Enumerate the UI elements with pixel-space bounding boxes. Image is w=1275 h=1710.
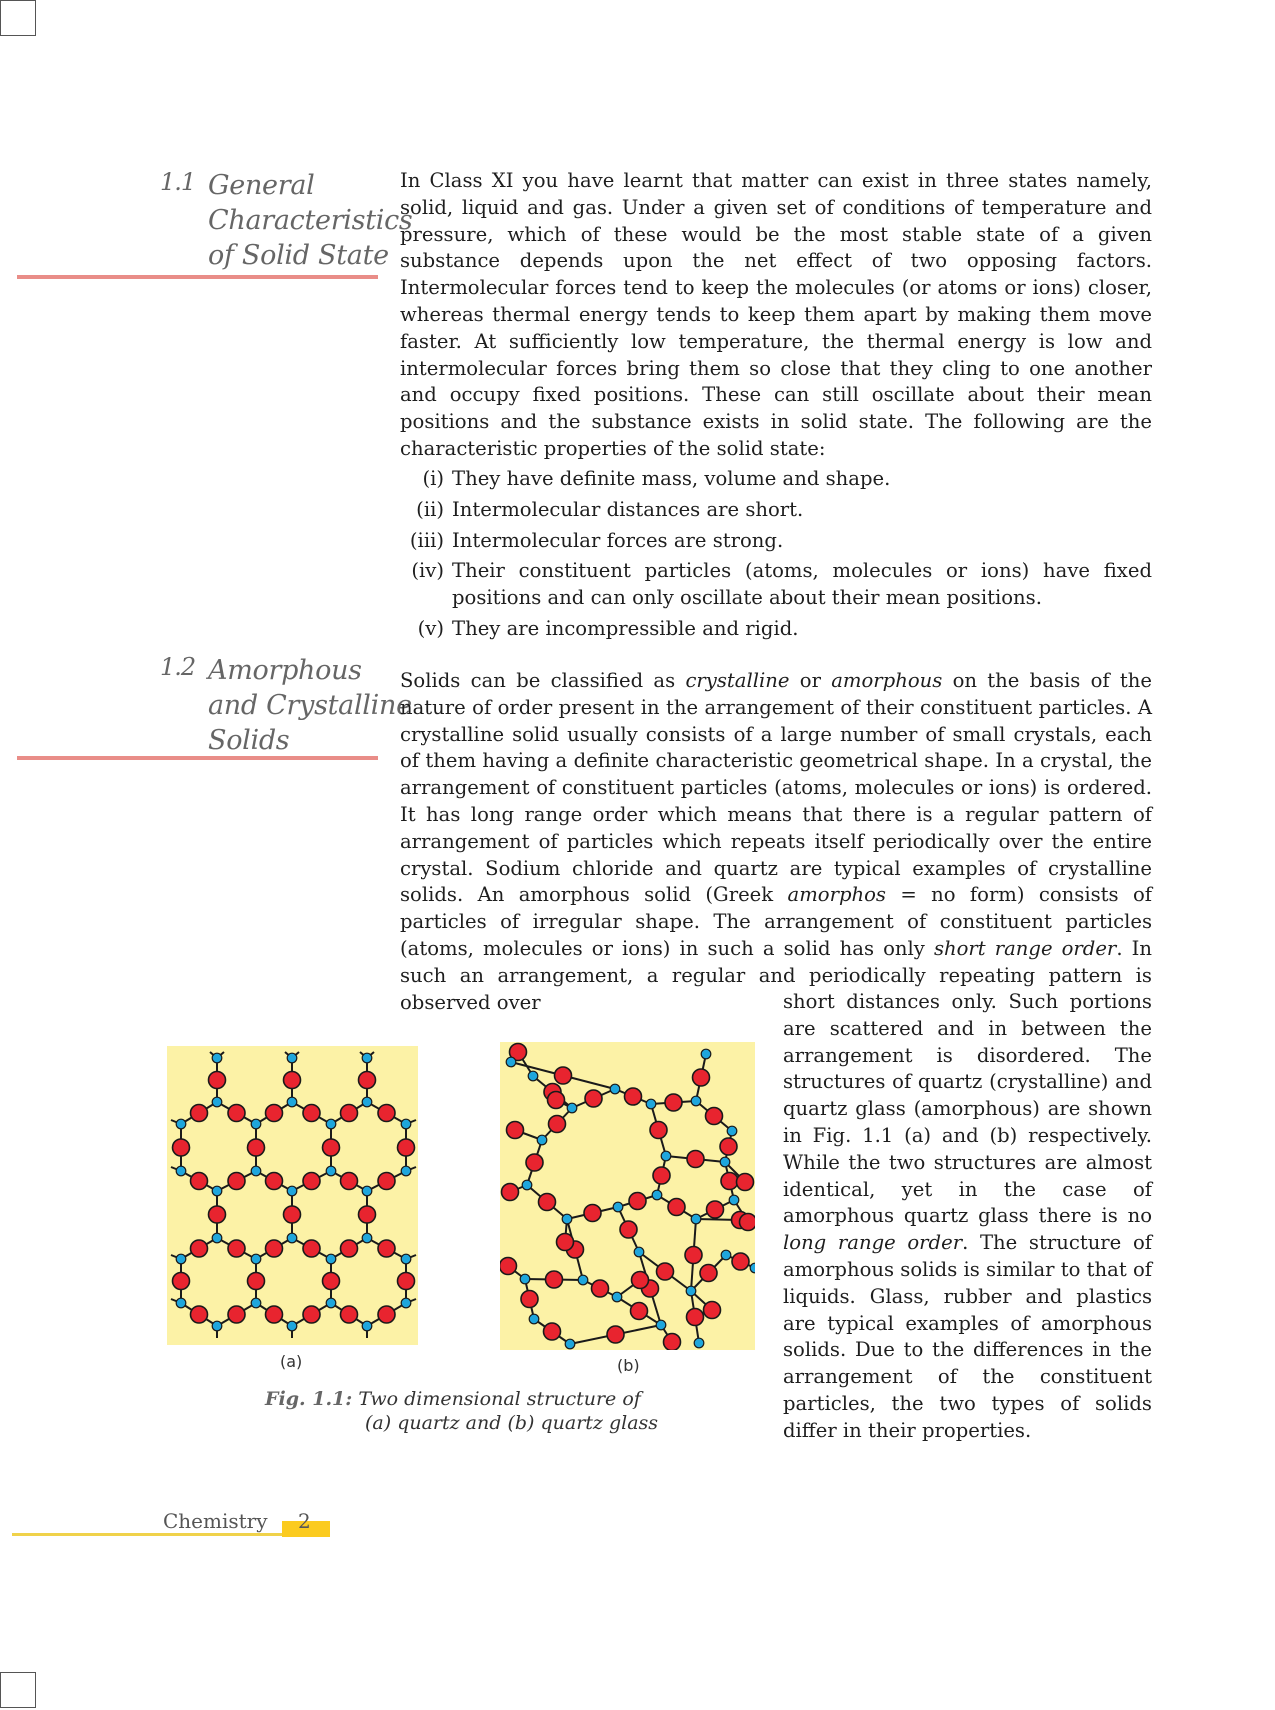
- section-number: 1.2: [160, 653, 196, 681]
- properties-list: [400, 466, 1152, 643]
- title-line: Solids: [208, 725, 290, 756]
- section-rule: [17, 756, 378, 760]
- list-text: Intermolecular forces are strong.: [452, 528, 784, 552]
- quartz-glass-network-diagram: [500, 1042, 755, 1350]
- figure-number: Fig. 1.1:: [265, 1388, 353, 1410]
- list-item: [400, 497, 1152, 524]
- paragraph: Solids can be classified as crystalline or amorphous on the basis of the nature of order present in the arrangement of their constituent particles. A crystalline solid usually consists of a large number of small crystals, each of them having a definite characteristic geometrical shape. In a crystal, the arrangement of constituent particles (atoms, molecules or ions) is ordered. It has long range order which means that there is a regular pattern of arrangement of particles which repeats itself periodically over the entire crystal. Sodium chloride and quartz are typical examples of crystalline solids. An amorphous solid (Greek amorphos = no form) consists of particles of irregular shape. The arrangement of constituent particles (atoms, molecules or ions) in such a solid has only short range order. In such an arrangement, a regular and periodically repeating pattern is observed over: [400, 669, 1152, 1014]
- title-line: Characteristics: [208, 205, 413, 236]
- list-marker: (iii): [409, 528, 444, 552]
- section-number: 1.1: [160, 168, 196, 196]
- list-item: [400, 528, 1152, 555]
- page-corner-mark-bottom: [0, 1672, 36, 1708]
- list-text: Intermolecular distances are short.: [452, 497, 804, 521]
- caption-text: (a) quartz and (b) quartz glass: [365, 1412, 659, 1434]
- list-text: Their constituent particles (atoms, molecules or ions) have fixed positions and can only oscillate about their mean positions.: [452, 559, 1152, 610]
- section-1-2-body: [400, 668, 1152, 1016]
- list-item: [400, 616, 1152, 643]
- quartz-lattice-diagram: [167, 1046, 418, 1345]
- title-line: and Crystalline: [208, 690, 412, 721]
- list-item: [400, 466, 1152, 493]
- list-text: They are incompressible and rigid.: [452, 616, 799, 640]
- list-item: [400, 558, 1152, 612]
- section-rule: [17, 275, 378, 279]
- page-number: 2: [298, 1509, 311, 1533]
- section-title: [208, 653, 412, 758]
- title-line: Amorphous: [208, 655, 362, 686]
- caption-text: Two dimensional structure of: [352, 1388, 641, 1410]
- title-line: of Solid State: [208, 240, 389, 271]
- figure-quartz-crystalline: [167, 1046, 418, 1345]
- list-marker: (iv): [411, 559, 444, 583]
- list-marker: (v): [417, 616, 444, 640]
- section-1-2-body-continued: [783, 989, 1152, 1445]
- page-corner-mark-top: [0, 0, 36, 36]
- section-title: [208, 168, 412, 273]
- list-text: They have definite mass, volume and shape.: [452, 467, 891, 490]
- section-1-1-body: [400, 168, 1152, 463]
- figure-label-a: (a): [280, 1352, 303, 1371]
- footer-subject: Chemistry: [163, 1509, 268, 1533]
- paragraph: In Class XI you have learnt that matter can exist in three states namely, solid, liquid and gas. Under a given set of conditions of temperature and pressure, which of these would be the most stable state of a given substance depends upon the net effect of two opposing factors. Intermolecular forces tend to keep the molecules (or atoms or ions) closer, whereas thermal energy tends to keep them apart by making them move faster. At sufficiently low temperature, the thermal energy is low and intermolecular forces bring them so close that they cling to one another and occupy fixed positions. These can still oscillate about their mean positions and the substance exists in solid state. The following are the characteristic properties of the solid state:: [400, 169, 1152, 460]
- figure-quartz-glass-amorphous: [500, 1042, 755, 1350]
- paragraph: short distances only. Such portions are scattered and in between the arrangement is disordered. The structures of quartz (crystalline) and quartz glass (amorphous) are shown in Fig. 1.1 (a) and (b) respectively. While the two structures are almost identical, yet in the case of amorphous quartz glass there is no long range order. The structure of amorphous solids is similar to that of liquids. Glass, rubber and plastics are typical examples of amorphous solids. Due to the differences in the arrangement of the constituent particles, the two types of solids differ in their properties.: [783, 990, 1153, 1442]
- list-marker: (i): [422, 467, 444, 490]
- figure-label-b: (b): [617, 1356, 640, 1375]
- title-line: General: [208, 170, 315, 201]
- list-marker: (ii): [416, 497, 444, 521]
- figure-caption: [265, 1387, 658, 1435]
